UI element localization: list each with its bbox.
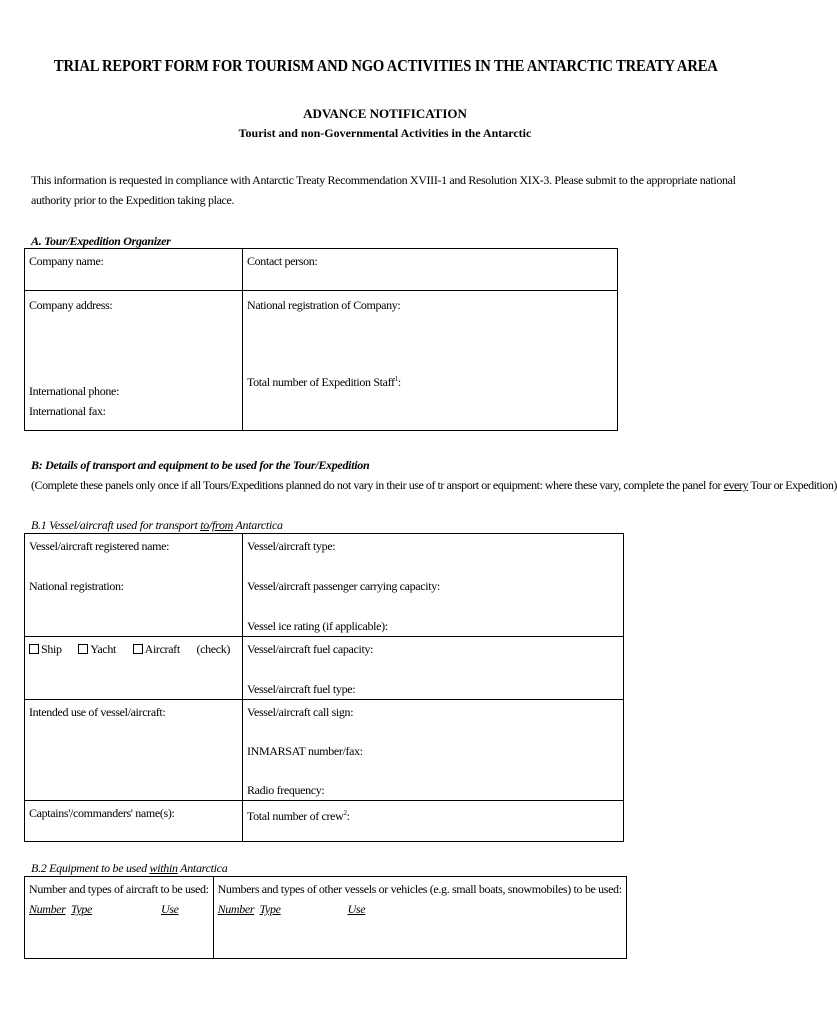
contact-person-field[interactable]: Contact person:: [243, 249, 618, 291]
section-a-table: [24, 248, 618, 431]
yacht-checkbox[interactable]: Yacht: [78, 642, 116, 656]
other-vessels-field[interactable]: Numbers and types of other vessels or vehicles (e.g. small boats, snowmobiles) to be used: Number Type Use: [213, 877, 626, 959]
col-use-label: Use: [347, 902, 366, 916]
aircraft-used-field[interactable]: Number and types of aircraft to be used: Number Type Use: [25, 877, 214, 959]
section-a-heading: A. Tour/Expedition Organizer: [31, 234, 171, 248]
section-b-heading: B: Details of transport and equipment to be used for the Tour/Expedition: [31, 458, 370, 472]
total-staff-label: Total number of Expedition Staff$^1$:: [247, 375, 401, 389]
captains-names-field[interactable]: Captains'/commanders' name(s):: [25, 801, 243, 842]
col-number-label: Number: [217, 902, 255, 916]
form-subtitle-2: Tourist and non-Governmental Activities in the Antarctic: [238, 126, 532, 140]
col-type-label: Type: [259, 902, 281, 916]
form-title: TRIAL REPORT FORM FOR TOURISM AND NGO ACTIVITIES IN THE ANTARCTIC TREATY AREA: [53, 56, 718, 75]
section-b2-table: [24, 876, 627, 959]
company-name-field[interactable]: Company name:: [25, 249, 243, 291]
section-b1-heading: B.1 Vessel/aircraft used for transport to/from Antarctica: [31, 518, 283, 532]
ship-checkbox[interactable]: Ship: [29, 642, 62, 656]
checkbox-icon: [133, 644, 143, 654]
section-b-note: (Complete these panels only once if all Tours/Expeditions planned do not vary in their use of tr ansport or equipment: where these vary, complete the panel for every Tour or Expedition): [31, 478, 837, 492]
transport-type-checkboxes: Ship Yacht Aircraft (check): [25, 637, 243, 700]
checkbox-icon: [78, 644, 88, 654]
national-registration-field[interactable]: National registration of Company: Total number of Expedition Staff$^1$:: [243, 291, 618, 431]
call-sign-field[interactable]: Vessel/aircraft call sign: INMARSAT number/fax: Radio frequency:: [243, 700, 624, 801]
col-use-label: Use: [161, 902, 179, 916]
intended-use-field[interactable]: Intended use of vessel/aircraft:: [25, 700, 243, 801]
section-b1-table: [24, 533, 624, 842]
intro-paragraph: This information is requested in compliance with Antarctic Treaty Recommendation XVIII-1 and Resolution XIX-3. Please submit to the appropriate national authority prior to the Expedition taking place.: [31, 173, 736, 207]
checkbox-icon: [29, 644, 39, 654]
intl-fax-label: International fax:: [29, 404, 106, 418]
total-crew-field[interactable]: Total number of crew$^2$:: [243, 801, 624, 842]
form-subtitle: ADVANCE NOTIFICATION: [303, 106, 467, 121]
vessel-type-field[interactable]: Vessel/aircraft type: Vessel/aircraft passenger carrying capacity: Vessel ice rating (if applicable):: [243, 534, 624, 637]
vessel-registered-name-field[interactable]: Vessel/aircraft registered name: National registration:: [25, 534, 243, 637]
fuel-capacity-field[interactable]: Vessel/aircraft fuel capacity: Vessel/aircraft fuel type:: [243, 637, 624, 700]
intl-phone-label: International phone:: [29, 384, 119, 398]
section-b2-heading: B.2 Equipment to be used within Antarctica: [31, 861, 228, 875]
col-type-label: Type: [71, 902, 93, 916]
company-address-field[interactable]: Company address: International phone: International fax:: [25, 291, 243, 431]
col-number-label: Number: [29, 902, 66, 916]
aircraft-checkbox[interactable]: Aircraft: [133, 642, 180, 656]
